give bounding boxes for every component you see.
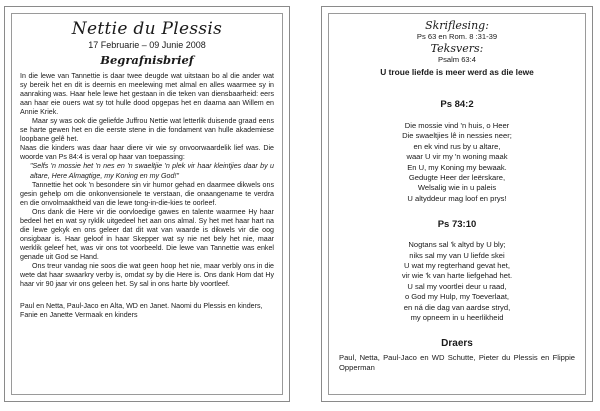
- verse-line: Gedugte Heer der leërskare,: [408, 173, 506, 183]
- left-page-frame: [11, 13, 283, 395]
- verse-line: waar U vir my 'n woning maak: [406, 152, 508, 162]
- psalm1-verse: [329, 121, 585, 204]
- psalm2-title: Ps 73:10: [437, 219, 477, 231]
- letter-paragraph: Maar sy was ook die geliefde Juffrou Nettie wat letterlik duisende graad eens se harte gewen het en die eerste stene in die fondament van hulle akademiese loopbane gelê het.: [20, 117, 274, 144]
- verse-line: Die swaeltjies lê in nessies neer;: [402, 131, 512, 141]
- verse-line: En U, my Koning my bewaak.: [407, 162, 507, 172]
- right-page: [321, 6, 593, 402]
- verse-line: o God my Hulp, my Toeverlaat,: [404, 292, 510, 302]
- letter-paragraph: "Selfs 'n mossie het 'n nes en 'n swaeltjie 'n plek vir haar kleintjies daar by u altare, Here Almagtige, my Koning en my God!": [30, 162, 274, 180]
- verse-line: U sal my voortlei deur u raad,: [407, 281, 507, 291]
- verse-line: Welsalig wie in u paleis: [417, 183, 497, 193]
- life-dates: 17 Februarie – 09 Junie 2008: [88, 40, 206, 50]
- right-page-frame: [328, 13, 586, 395]
- letter-paragraph: Naas die kinders was daar haar diere vir wie sy onvoorwaardelik lief was. Die woorde van Ps 84:4 is veral op haar van toepassing:: [20, 144, 274, 162]
- bearers-names: Paul, Netta, Paul-Jaco en WD Schutte, Pieter du Plessis en Flippie Opperman: [339, 352, 575, 372]
- verse-line: Die mossie vind 'n huis, o Heer: [404, 121, 510, 130]
- verse-line: my opneem in u heerlikheid: [410, 313, 504, 323]
- psalm1-title: Ps 84:2: [440, 99, 474, 110]
- verse-line: U altyddeur mag loof en prys!: [407, 193, 507, 203]
- verse-line: Nogtans sal 'k altyd by U bly;: [408, 240, 506, 250]
- psalm2-verse: [329, 240, 585, 323]
- letter-paragraph: Tannettie het ook 'n besondere sin vir humor gehad en daarmee dikwels ons gesin gehelp om die onkonvensionele te verstaan, die onaangename te verdra en die onvolmaaktheid van die lewe tong-in-die-kies te oorleef.: [20, 180, 274, 207]
- family-signature: Paul en Netta, Paul-Jaco en Alta, WD en Janet. Naomi du Plessis en kinders, Fanie en Janette Vermaak en kinders: [20, 302, 263, 320]
- verse-line: niks sal my van U liefde skei: [409, 250, 505, 260]
- letter-paragraph: Ons dank die Here vir die oorvloedige gawes en talente waarmee Hy haar bedeel het en wat sy ryklik uitgedeel het aan ons almal. Sy het met haar hart na die lewe gekyk en ons geleer dat dit wat van waarde is dikwels vir die oog onsigbaar is. Haar geloof in haar Skepper wat sy nie net bely het nie, maar werklik geleef het, was vir ons tot voorbeeld. Die lewe van Tannettie was enkel genade uit God se Hand.: [20, 207, 274, 261]
- verse-line: en ek vind rus by u altare,: [413, 141, 501, 151]
- page-title: Nettie du Plessis: [71, 19, 223, 39]
- left-page: [4, 6, 290, 402]
- bearers-heading: Draers: [441, 337, 473, 349]
- text-heading: Teksvers:: [430, 42, 484, 55]
- letter-paragraph: In die lewe van Tannettie is daar twee deugde wat uitstaan bo al die ander wat sy bereik het en dit is deernis en meelewing met almal en alles waarmee sy in aanraking was. Haar hele lewe het gestaan in die teken van diensbaarheid: eers aan haar eie ouers wat sy tot hulle dood opgepas het en daarna aan Willem en Annie Kriek.: [20, 72, 274, 117]
- letter-heading: Begrafnisbrief: [100, 53, 194, 67]
- text-quote: U troue liefde is meer werd as die lewe: [380, 67, 534, 77]
- letter-body: [12, 72, 282, 289]
- verse-line: en ná die dag van aardse stryd,: [403, 302, 511, 312]
- letter-paragraph: Ons treur vandag nie soos die wat geen hoop het nie, maar verbly ons in die wete dat haar swaarkry verby is, omdat sy by die Here is. Ons dank Hom dat Hy haar vir 90 jaar vir ons geleen het. Sy sal in ons harte bly voortleef.: [20, 261, 274, 289]
- reading-refs: Ps 63 en Rom. 8 :31-39: [416, 32, 498, 41]
- text-ref: Psalm 63:4: [438, 55, 476, 64]
- verse-line: vir wie 'k van harte liefgehad het.: [401, 271, 513, 281]
- verse-line: U wat my regterhand gevat het,: [404, 261, 510, 271]
- reading-heading: Skriflesing:: [425, 19, 489, 32]
